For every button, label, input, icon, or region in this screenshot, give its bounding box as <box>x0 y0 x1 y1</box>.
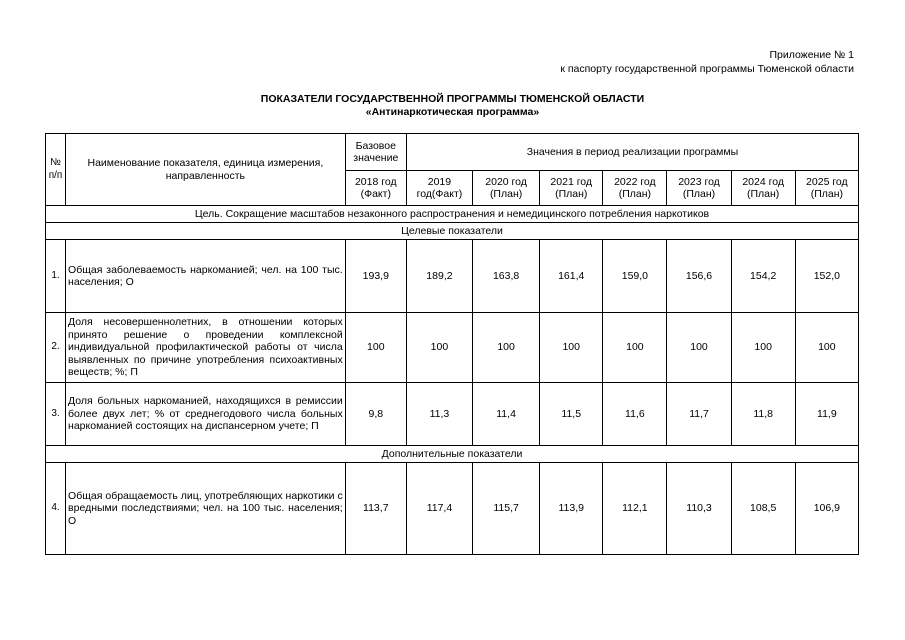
row-name: Общая заболеваемость наркоманией; чел. на 100 тыс. населения; О <box>66 240 346 313</box>
appendix-note <box>560 48 854 76</box>
row-name: Доля больных наркоманией, находящихся в ремиссии более двух лет; % от среднегодового числа больных наркоманией состоящих на диспансерном учете; П <box>66 383 346 446</box>
row-value: 11,5 <box>540 383 603 446</box>
row-value: 163,8 <box>473 240 540 313</box>
section-target: Целевые показатели <box>46 223 859 240</box>
row-value: 193,9 <box>345 240 406 313</box>
row-value: 100 <box>345 313 406 383</box>
section-target-row <box>46 223 859 240</box>
row-num: 4. <box>46 463 66 555</box>
row-value: 11,4 <box>473 383 540 446</box>
row-value: 108,5 <box>731 463 795 555</box>
row-name: Общая обращаемость лиц, употребляющих наркотики с вредными последствиями; чел. на 100 тыс. населения; О <box>66 463 346 555</box>
row-value: 152,0 <box>795 240 858 313</box>
row-value: 115,7 <box>473 463 540 555</box>
row-value: 113,9 <box>540 463 603 555</box>
header-year: 2023 год (План) <box>667 171 731 206</box>
title-line-1: ПОКАЗАТЕЛИ ГОСУДАРСТВЕННОЙ ПРОГРАММЫ ТЮМЕНСКОЙ ОБЛАСТИ <box>260 93 645 105</box>
header-period: Значения в период реализации программы <box>406 134 858 171</box>
indicators-table <box>45 133 859 555</box>
document-title <box>0 93 905 119</box>
row-value: 159,0 <box>603 240 667 313</box>
row-value: 100 <box>603 313 667 383</box>
row-value: 117,4 <box>406 463 472 555</box>
row-value: 100 <box>473 313 540 383</box>
row-value: 100 <box>406 313 472 383</box>
header-year: 2025 год (План) <box>795 171 858 206</box>
table-row <box>46 463 859 555</box>
header-row-1 <box>46 134 859 171</box>
header-year: 2018 год (Факт) <box>345 171 406 206</box>
header-year: 2021 год (План) <box>540 171 603 206</box>
header-year: 2020 год (План) <box>473 171 540 206</box>
row-value: 110,3 <box>667 463 731 555</box>
row-name: Доля несовершеннолетних, в отношении которых принято решение о проведении комплексной индивидуальной профилактической работы от числа выявленных по причине употребления психоактивных веществ; %; П <box>66 313 346 383</box>
title-line-2: «Антинаркотическая программа» <box>365 106 540 118</box>
header-year: 2019 год(Факт) <box>406 171 472 206</box>
row-value: 112,1 <box>603 463 667 555</box>
table-row <box>46 383 859 446</box>
row-value: 189,2 <box>406 240 472 313</box>
row-value: 154,2 <box>731 240 795 313</box>
row-value: 113,7 <box>345 463 406 555</box>
row-value: 9,8 <box>345 383 406 446</box>
row-num: 1. <box>46 240 66 313</box>
goal-row <box>46 206 859 223</box>
row-value: 106,9 <box>795 463 858 555</box>
row-num: 2. <box>46 313 66 383</box>
section-extra-row <box>46 446 859 463</box>
row-num: 3. <box>46 383 66 446</box>
row-value: 161,4 <box>540 240 603 313</box>
goal-text: Цель. Сокращение масштабов незаконного распространения и немедицинского потребления наркотиков <box>46 206 859 223</box>
row-value: 100 <box>795 313 858 383</box>
header-year: 2024 год (План) <box>731 171 795 206</box>
row-value: 11,9 <box>795 383 858 446</box>
table-row <box>46 313 859 383</box>
header-base: Базовое значение <box>345 134 406 171</box>
row-value: 11,3 <box>406 383 472 446</box>
appendix-line-1: Приложение № 1 <box>769 49 854 61</box>
row-value: 100 <box>667 313 731 383</box>
row-value: 11,6 <box>603 383 667 446</box>
row-value: 100 <box>540 313 603 383</box>
row-value: 11,8 <box>731 383 795 446</box>
header-num: № п/п <box>46 134 66 206</box>
row-value: 156,6 <box>667 240 731 313</box>
appendix-line-2: к паспорту государственной программы Тюменской области <box>560 63 854 75</box>
section-extra: Дополнительные показатели <box>46 446 859 463</box>
row-value: 11,7 <box>667 383 731 446</box>
header-year: 2022 год (План) <box>603 171 667 206</box>
header-name: Наименование показателя, единица измерения, направленность <box>66 134 346 206</box>
table-row <box>46 240 859 313</box>
row-value: 100 <box>731 313 795 383</box>
